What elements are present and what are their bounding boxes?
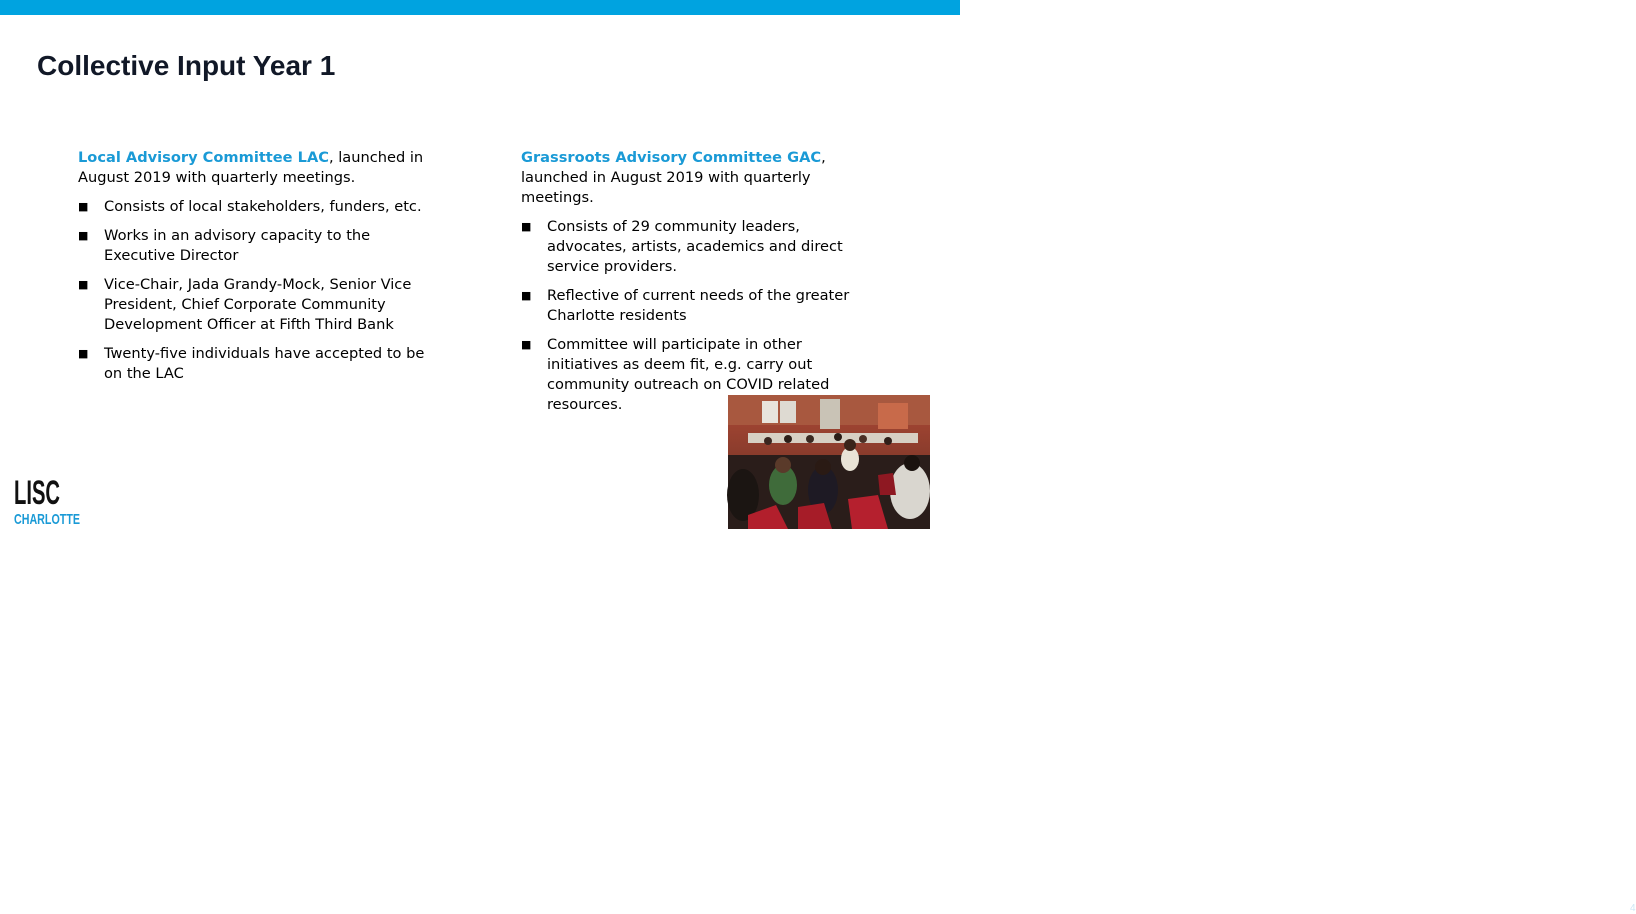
list-item: ■ Twenty-five individuals have accepted to be on the LAC (78, 345, 425, 382)
page-number: 4 (1630, 903, 1636, 914)
lac-heading: Local Advisory Committee LAC (78, 149, 329, 166)
left-column (78, 148, 438, 393)
slide-title: Collective Input Year 1 (37, 50, 336, 81)
gac-heading: Grassroots Advisory Committee GAC (521, 149, 822, 166)
logo-wordmark: LISC (14, 474, 60, 512)
list-item: ■ Works in an advisory capacity to the Executive Director (78, 227, 371, 264)
right-bullet-list (521, 217, 866, 415)
left-intro (78, 148, 438, 188)
left-bullet-list (78, 197, 438, 384)
lac-intro-text: , launched in August 2019 with quarterly meetings. (78, 149, 424, 186)
list-item: ■ Reflective of current needs of the greater Charlotte residents (521, 287, 850, 324)
square-bullet-icon: ■ (78, 278, 89, 291)
square-bullet-icon: ■ (78, 229, 89, 242)
gac-intro-text: , launched in August 2019 with quarterly meetings. (521, 149, 826, 206)
square-bullet-icon: ■ (521, 220, 532, 233)
list-item: ■ Vice-Chair, Jada Grandy-Mock, Senior Vice President, Chief Corporate Community Development Officer at Fifth Third Bank (78, 276, 412, 333)
square-bullet-icon: ■ (78, 200, 89, 213)
meeting-photo (728, 395, 1636, 914)
right-column (521, 148, 866, 424)
lisc-logo-icon (14, 468, 86, 530)
list-item: ■ Consists of local stakeholders, funders, etc. (78, 198, 422, 215)
list-item: ■ Consists of 29 community leaders, advocates, artists, academics and direct service providers. (521, 218, 843, 275)
logo-subtext: CHARLOTTE (14, 511, 80, 528)
lisc-charlotte-logo (14, 468, 86, 530)
meeting-photo-illustration (728, 395, 930, 529)
square-bullet-icon: ■ (521, 338, 532, 351)
square-bullet-icon: ■ (78, 347, 89, 360)
right-intro (521, 148, 866, 208)
square-bullet-icon: ■ (521, 289, 532, 302)
list-item: ■ Committee will participate in other initiatives as deem fit, e.g. carry out community outreach on COVID related resources. (521, 336, 830, 413)
top-accent-bar (0, 0, 960, 15)
